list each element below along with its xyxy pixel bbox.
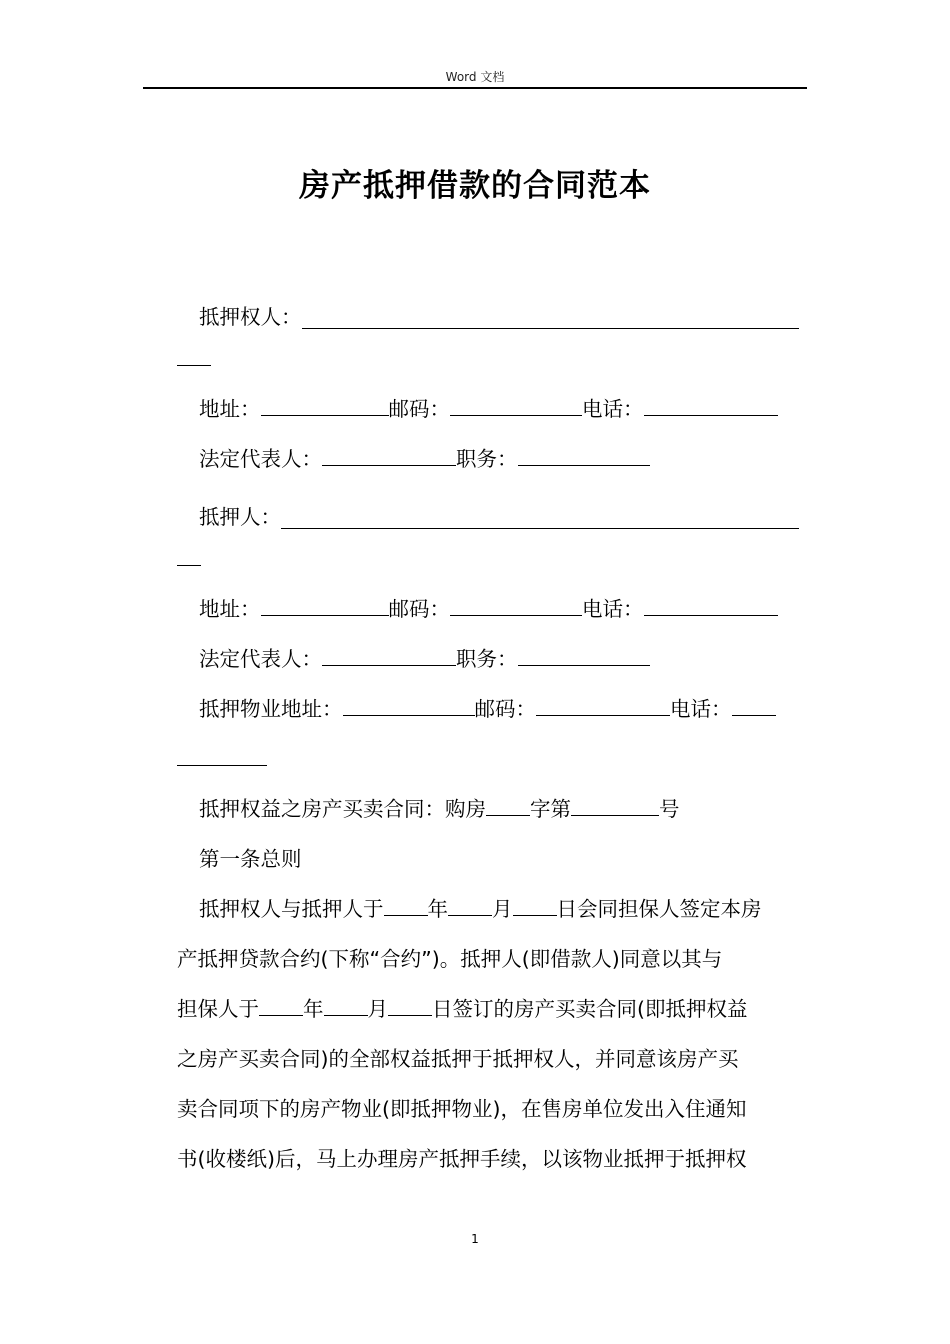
mortgagee-line (177, 288, 799, 338)
article1-text: 担保人于 (177, 997, 259, 1021)
mortgagor-phone-blank[interactable] (644, 588, 778, 616)
article1-text: 抵押权人与抵押人于 (199, 897, 384, 921)
month-label: 月 (367, 997, 388, 1021)
article1-line6: 书(收楼纸)后，马上办理房产抵押手续，以该物业抵押于抵押权 (177, 1147, 747, 1171)
mortgagor-blank[interactable] (281, 500, 799, 529)
mortgagee-position-label: 职务： (456, 447, 518, 471)
contract-mid: 字第 (530, 797, 571, 821)
mortgagee-contact-line (177, 388, 799, 438)
mortgagee-line-cont (177, 338, 799, 388)
month-label: 月 (492, 897, 513, 921)
mortgagee-position-blank[interactable] (518, 438, 650, 466)
contract-word-blank[interactable] (486, 788, 530, 816)
mortgagor-line (177, 488, 799, 538)
mortgagor-postcode-label: 邮码： (388, 597, 450, 621)
article1-line2: 产抵押贷款合约(下称“合约”)。抵押人(即借款人)同意以其与 (177, 947, 723, 971)
article1-line3 (177, 988, 799, 1038)
mortgagor-address-label: 地址： (199, 597, 261, 621)
property-address-label: 抵押物业地址： (199, 697, 343, 721)
mortgagor-phone-label: 电话： (582, 597, 644, 621)
mortgagor-line-cont (177, 538, 799, 588)
document-title: 房产抵押借款的合同范本 (299, 168, 651, 204)
mortgagee-legal-rep-label: 法定代表人： (199, 447, 322, 471)
contract-prefix: 抵押权益之房产买卖合同：购房 (199, 797, 486, 821)
property-line (177, 688, 799, 738)
contract-line (177, 788, 799, 838)
property-phone-label: 电话： (670, 697, 732, 721)
article1-text: 日会同担保人签定本房 (556, 897, 762, 921)
property-postcode-label: 邮码： (474, 697, 536, 721)
mortgagor-rep-line (177, 638, 799, 688)
mortgagee-blank[interactable] (302, 300, 800, 329)
date-month-blank[interactable] (324, 988, 368, 1016)
mortgagee-address-blank[interactable] (261, 388, 389, 416)
date-month-blank[interactable] (448, 888, 492, 916)
mortgagor-contact-line (177, 588, 799, 638)
page-header: Word 文档 (445, 70, 505, 84)
mortgagor-legal-rep-blank[interactable] (322, 638, 456, 666)
mortgagor-address-blank[interactable] (261, 588, 389, 616)
header-divider (143, 87, 807, 89)
mortgagee-rep-line (177, 438, 799, 488)
property-address-blank[interactable] (343, 688, 475, 716)
article1-line4: 之房产买卖合同)的全部权益抵押于抵押权人，并同意该房产买 (177, 1047, 739, 1071)
mortgagor-position-blank[interactable] (518, 638, 650, 666)
mortgagor-postcode-blank[interactable] (450, 588, 582, 616)
mortgagee-postcode-label: 邮码： (388, 397, 450, 421)
mortgagee-phone-label: 电话： (582, 397, 644, 421)
mortgagee-blank-cont[interactable] (177, 338, 211, 366)
date-year-blank[interactable] (259, 988, 303, 1016)
mortgagor-position-label: 职务： (456, 647, 518, 671)
contract-number-blank[interactable] (571, 788, 659, 816)
property-line-cont (177, 738, 799, 788)
property-phone-blank-cont[interactable] (177, 738, 267, 766)
mortgagee-phone-blank[interactable] (644, 388, 778, 416)
mortgagee-legal-rep-blank[interactable] (322, 438, 456, 466)
article1-line5: 卖合同项下的房产物业(即抵押物业)，在售房单位发出入住通知 (177, 1097, 747, 1121)
date-day-blank[interactable] (388, 988, 432, 1016)
mortgagee-address-label: 地址： (199, 397, 261, 421)
property-phone-blank[interactable] (732, 688, 776, 716)
date-day-blank[interactable] (513, 888, 557, 916)
mortgagor-label: 抵押人： (199, 505, 281, 529)
contract-suffix: 号 (659, 797, 680, 821)
date-year-blank[interactable] (384, 888, 428, 916)
article1-line1 (177, 888, 799, 938)
property-postcode-blank[interactable] (536, 688, 670, 716)
page-number: 1 (471, 1232, 479, 1246)
mortgagor-legal-rep-label: 法定代表人： (199, 647, 322, 671)
article1-text: 日签订的房产买卖合同(即抵押权益 (432, 997, 748, 1021)
mortgagor-blank-cont[interactable] (177, 538, 201, 566)
document-body (177, 288, 799, 1188)
year-label: 年 (427, 897, 448, 921)
year-label: 年 (303, 997, 324, 1021)
mortgagee-label: 抵押权人： (199, 305, 302, 329)
mortgagee-postcode-blank[interactable] (450, 388, 582, 416)
article1-heading: 第一条总则 (199, 847, 302, 871)
